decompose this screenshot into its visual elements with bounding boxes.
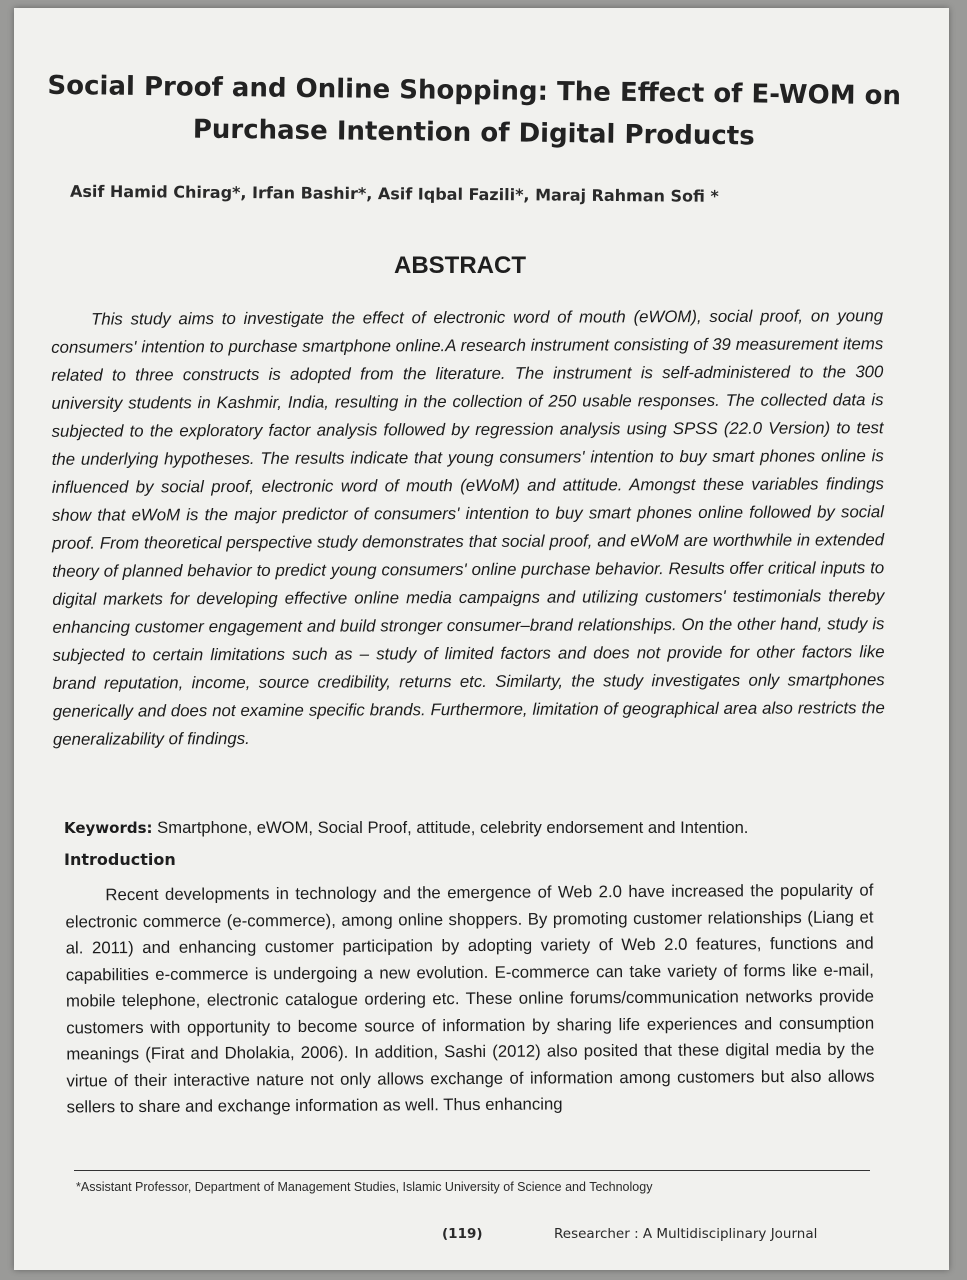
document-page [14, 8, 949, 1270]
author-footnote: *Assistant Professor, Department of Management Studies, Islamic University of Science and Technology [76, 1180, 653, 1194]
author-list: Asif Hamid Chirag*, Irfan Bashir*, Asif Iqbal Fazili*, Maraj Rahman Sofi * [69, 181, 719, 206]
keywords-text: Smartphone, eWOM, Social Proof, attitude, celebrity endorsement and Intention. [157, 818, 749, 837]
introduction-heading: Introduction [64, 850, 176, 869]
keywords-line [64, 816, 884, 840]
paper-title: Social Proof and Online Shopping: The Effect of E-WOM on Purchase Intention of Digital Products [47, 70, 902, 152]
footnote-divider [74, 1170, 870, 1171]
introduction-body: Recent developments in technology and the emergence of Web 2.0 have increased the popularity of electronic commerce (e-commerce), among online shoppers. By promoting customer relationships (Liang et al. 2011) and enhancing customer participation by adopting variety of Web 2.0 features, functions and capabilities e-commerce is undergoing a new evolution. E-commerce can take variety of forms like e-mail, mobile telephone, electronic catalogue ordering etc. These online forums/communication networks provide customers with opportunity to become source of information by sharing life experiences and consumption meanings (Firat and Dholakia, 2006). In addition, Sashi (2012) also posited that these digital media by the virtue of their interactive nature not only allows exchange of information among customers but also allows sellers to share and exchange information as well. Thus enhancing [65, 880, 875, 1117]
abstract-body: This study aims to investigate the effect of electronic word of mouth (eWOM), social proof, on young consumers' intention to purchase smartphone online.A research instrument consisting of 39 measurement items related to three constructs is adopted from the literature. The instrument is self-administered to the 300 university students in Kashmir, India, resulting in the collection of 250 usable responses. The collected data is subjected to the exploratory factor analysis followed by regression analysis using SPSS (22.0 Version) to test the underlying hypotheses. The results indicate that young consumers' intention to buy smart phones online is influenced by social proof, electronic word of mouth (eWoM) and attitude. Amongst these variables findings show that eWoM is the major predictor of consumers' intention to buy smart phones online followed by social proof. From theoretical perspective study demonstrates that social proof, and eWoM are worthwhile in extended theory of planned behavior to predict young consumers' online purchase behavior. Results offer critical inputs to digital markets for developing effective online media campaigns and utilizing customers' testimonials thereby enhancing customer engagement and build stronger consumer–brand relationships. On the other hand, study is subjected to certain limitations such as – study of limited factors and does not provide for other factors like brand reputation, income, source credibility, returns etc. Similarty, the study investigates only smartphones generically and does not examine specific brands. Furthermore, limitation of geographical area also restricts the generalizability of findings. [51, 306, 885, 749]
keywords-label: Keywords: [64, 819, 153, 837]
page-number: (119) [442, 1226, 483, 1242]
abstract-heading: ABSTRACT [394, 252, 526, 279]
journal-name: Researcher : A Multidisciplinary Journal [554, 1226, 818, 1242]
